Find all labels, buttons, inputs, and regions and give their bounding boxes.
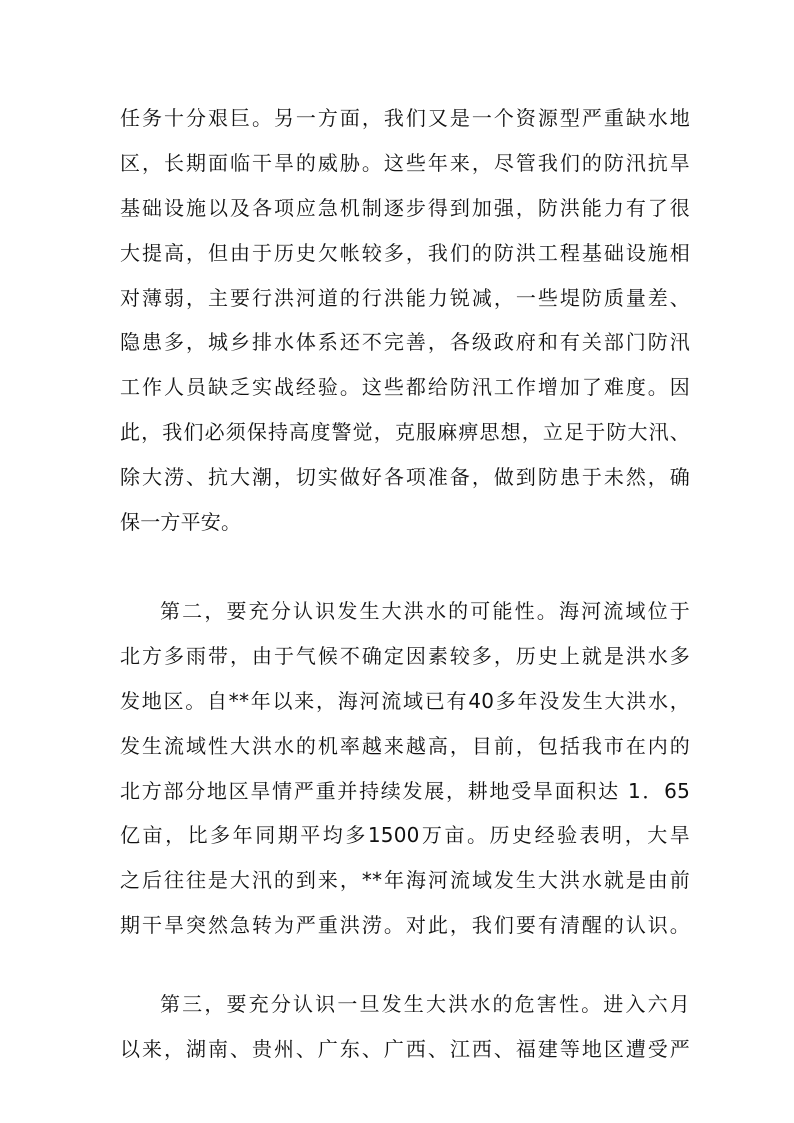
paragraph-line: 工作人员缺乏实战经验。这些都给防汛工作增加了难度。因 <box>120 375 690 399</box>
paragraph-line: 基础设施以及各项应急机制逐步得到加强，防洪能力有了很 <box>120 196 690 220</box>
paragraph-line: 对薄弱，主要行洪河道的行洪能力锐减，一些堤防质量差、 <box>120 286 690 310</box>
paragraph-line: 隐患多，城乡排水体系还不完善，各级政府和有关部门防汛 <box>120 330 690 354</box>
paragraph-line: 区，长期面临干旱的威胁。这些年来，尽管我们的防汛抗旱 <box>120 151 690 175</box>
paragraph-line: 保一方平安。 <box>120 510 242 534</box>
paragraph-line: 第二，要充分认识发生大洪水的可能性。海河流域位于 <box>160 599 690 623</box>
paragraph-line: 任务十分艰巨。另一方面，我们又是一个资源型严重缺水地 <box>120 106 690 130</box>
paragraph-line: 以来，湖南、贵州、广东、广西、江西、福建等地区遭受严 <box>120 1037 690 1061</box>
paragraph-line: 北方部分地区旱情严重并持续发展，耕地受旱面积达 1．65 <box>120 779 690 803</box>
paragraph-line: 第三，要充分认识一旦发生大洪水的危害性。进入六月 <box>160 992 690 1016</box>
paragraph-line: 除大涝、抗大潮，切实做好各项准备，做到防患于未然，确 <box>120 465 690 489</box>
paragraph-line: 亿亩，比多年同期平均多1500万亩。历史经验表明，大旱 <box>120 823 690 847</box>
paragraph-line: 发地区。自**年以来，海河流域已有40多年没发生大洪水， <box>120 689 690 713</box>
paragraph-line: 大提高，但由于历史欠帐较多，我们的防洪工程基础设施相 <box>120 241 690 265</box>
paragraph-line: 此，我们必须保持高度警觉，克服麻痹思想，立足于防大汛、 <box>120 420 690 444</box>
paragraph-line: 之后往往是大汛的到来，**年海河流域发生大洪水就是由前 <box>120 868 690 892</box>
paragraph-line: 期干旱突然急转为严重洪涝。对此，我们要有清醒的认识。 <box>120 913 690 937</box>
paragraph-line: 北方多雨带，由于气候不确定因素较多，历史上就是洪水多 <box>120 644 690 668</box>
paragraph-line: 发生流域性大洪水的机率越来越高，目前，包括我市在内的 <box>120 734 690 758</box>
